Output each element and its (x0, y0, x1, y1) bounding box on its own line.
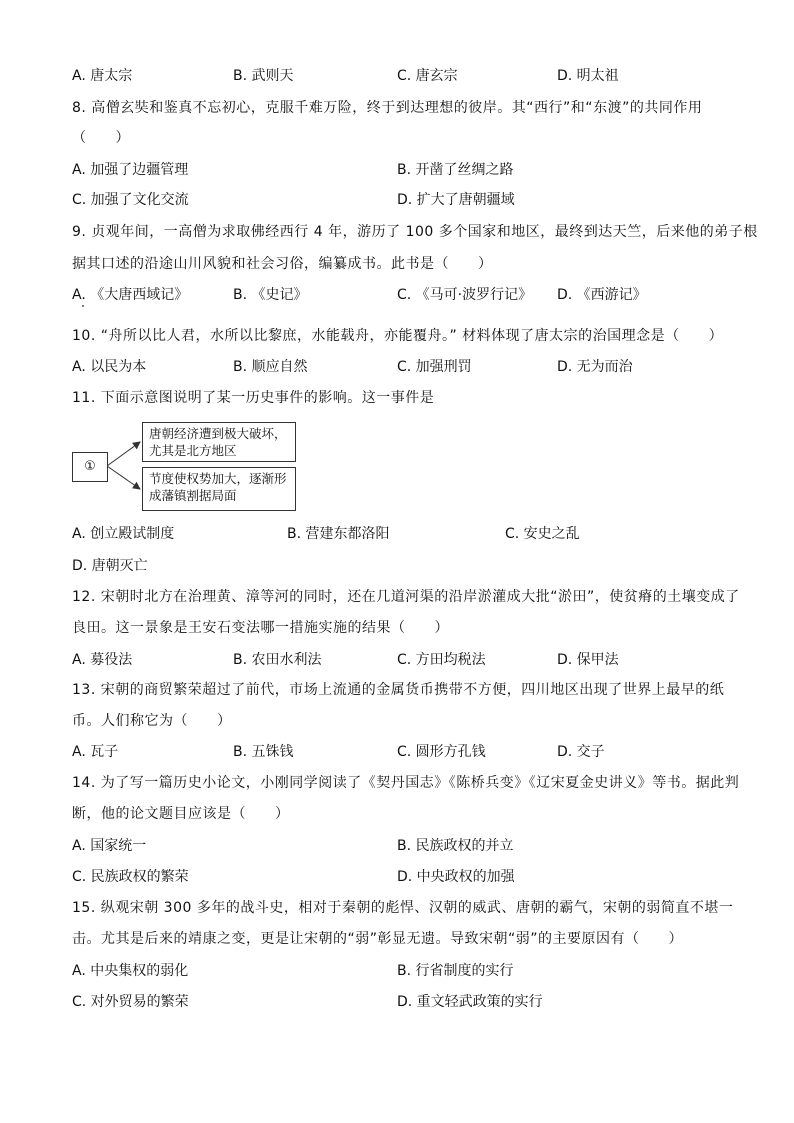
q7-option-a[interactable]: A. 唐太宗 (72, 68, 133, 84)
stray-dot (82, 305, 84, 307)
diagram-effect-box-1: 唐朝经济遭到极大破坏，尤其是北方地区 (142, 422, 296, 462)
q11-stem-line1: 11. 下面示意图说明了某一历史事件的影响。这一事件是 (72, 390, 435, 406)
q15-option-b[interactable]: B. 行省制度的实行 (397, 963, 514, 979)
q15-stem-line1: 15. 纵观宋朝 300 多年的战斗史，相对于秦朝的彪悍、汉朝的威武、唐朝的霸气，宋朝的弱简直不堪一 (72, 900, 734, 916)
q12-stem-line2: 良田。这一景象是王安石变法哪一措施实施的结果（ ） (72, 620, 449, 636)
q13-option-b[interactable]: B. 五铢钱 (233, 744, 294, 760)
q9-option-c[interactable]: C. 《马可·波罗行记》 (397, 287, 533, 303)
q10-option-a[interactable]: A. 以民为本 (72, 359, 147, 375)
arrow-to-box2 (107, 466, 140, 489)
q7-option-d[interactable]: D. 明太祖 (557, 68, 619, 84)
q14-stem-line2: 断，他的论文题目应该是（ ） (72, 806, 290, 822)
q10-stem-line1: 10. “舟所以比人君，水所以比黎庶，水能载舟，亦能覆舟。” 材料体现了唐太宗的治国理念是（ ） (72, 328, 724, 344)
q12-option-b[interactable]: B. 农田水利法 (233, 652, 322, 668)
q8-stem-line2: （ ） (72, 130, 130, 146)
q12-option-c[interactable]: C. 方田均税法 (397, 652, 486, 668)
q11-option-c[interactable]: C. 安史之乱 (505, 526, 580, 542)
q8-option-a[interactable]: A. 加强了边疆管理 (72, 162, 189, 178)
q13-option-d[interactable]: D. 交子 (557, 744, 605, 760)
q11-option-a[interactable]: A. 创立殿试制度 (72, 526, 175, 542)
q8-option-b[interactable]: B. 开凿了丝绸之路 (397, 162, 514, 178)
q7-option-c[interactable]: C. 唐玄宗 (397, 68, 458, 84)
q10-option-c[interactable]: C. 加强刑罚 (397, 359, 472, 375)
q9-option-d[interactable]: D. 《西游记》 (557, 287, 647, 303)
q9-stem-line1: 9. 贞观年间，一高僧为求取佛经西行 4 年，游历了 100 多个国家和地区，最终到达天竺，后来他的弟子根 (72, 224, 758, 240)
q14-option-c[interactable]: C. 民族政权的繁荣 (72, 869, 189, 885)
q15-option-a[interactable]: A. 中央集权的弱化 (72, 963, 189, 979)
q8-option-c[interactable]: C. 加强了文化交流 (72, 192, 189, 208)
q13-stem-line1: 13. 宋朝的商贸繁荣超过了前代，市场上流通的金属货币携带不方便，四川地区出现了世界上最早的纸 (72, 682, 725, 698)
q14-option-d[interactable]: D. 中央政权的加强 (397, 869, 515, 885)
q15-stem-line2: 击。尤其是后来的靖康之变，更是让宋朝的“弱”彰显无遗。导致宋朝“弱”的主要原因有（ ） (72, 931, 684, 947)
q10-option-d[interactable]: D. 无为而治 (557, 359, 633, 375)
q12-option-a[interactable]: A. 募役法 (72, 652, 133, 668)
q8-stem-line1: 8. 高僧玄奘和鉴真不忘初心，克服千难万险，终于到达理想的彼岸。其“西行”和“东渡”的共同作用 (72, 100, 703, 116)
diagram-source-box: ① (72, 452, 108, 482)
q11-option-b[interactable]: B. 营建东都洛阳 (287, 526, 390, 542)
q8-option-d[interactable]: D. 扩大了唐朝疆域 (397, 192, 515, 208)
q13-option-a[interactable]: A. 瓦子 (72, 744, 119, 760)
q14-option-b[interactable]: B. 民族政权的并立 (397, 838, 514, 854)
q10-option-b[interactable]: B. 顺应自然 (233, 359, 308, 375)
diagram-effect-box-2: 节度使权势加大，逐渐形成藩镇割据局面 (142, 467, 296, 511)
q13-stem-line2: 币。人们称它为（ ） (72, 713, 232, 729)
q15-option-d[interactable]: D. 重文轻武政策的实行 (397, 994, 543, 1010)
q15-option-c[interactable]: C. 对外贸易的繁荣 (72, 994, 189, 1010)
q9-stem-line2: 据其口述的沿途山川风貌和社会习俗，编纂成书。此书是（ ） (72, 256, 493, 272)
q9-option-a[interactable]: A. 《大唐西域记》 (72, 287, 189, 303)
q11-option-d[interactable]: D. 唐朝灭亡 (72, 558, 148, 574)
arrow-to-box1 (107, 442, 140, 466)
q9-option-b[interactable]: B. 《史记》 (233, 287, 308, 303)
q7-option-b[interactable]: B. 武则天 (233, 68, 294, 84)
q14-stem-line1: 14. 为了写一篇历史小论文，小刚同学阅读了《契丹国志》《陈桥兵变》《辽宋夏金史讲义》等书。据此判 (72, 775, 740, 791)
cause-effect-diagram (72, 420, 302, 514)
q12-option-d[interactable]: D. 保甲法 (557, 652, 619, 668)
q14-option-a[interactable]: A. 国家统一 (72, 838, 147, 854)
q13-option-c[interactable]: C. 圆形方孔钱 (397, 744, 486, 760)
q12-stem-line1: 12. 宋朝时北方在治理黄、漳等河的同时，还在几道河渠的沿岸淤灌成大批“淤田”，使贫瘠的土壤变成了 (72, 589, 740, 605)
